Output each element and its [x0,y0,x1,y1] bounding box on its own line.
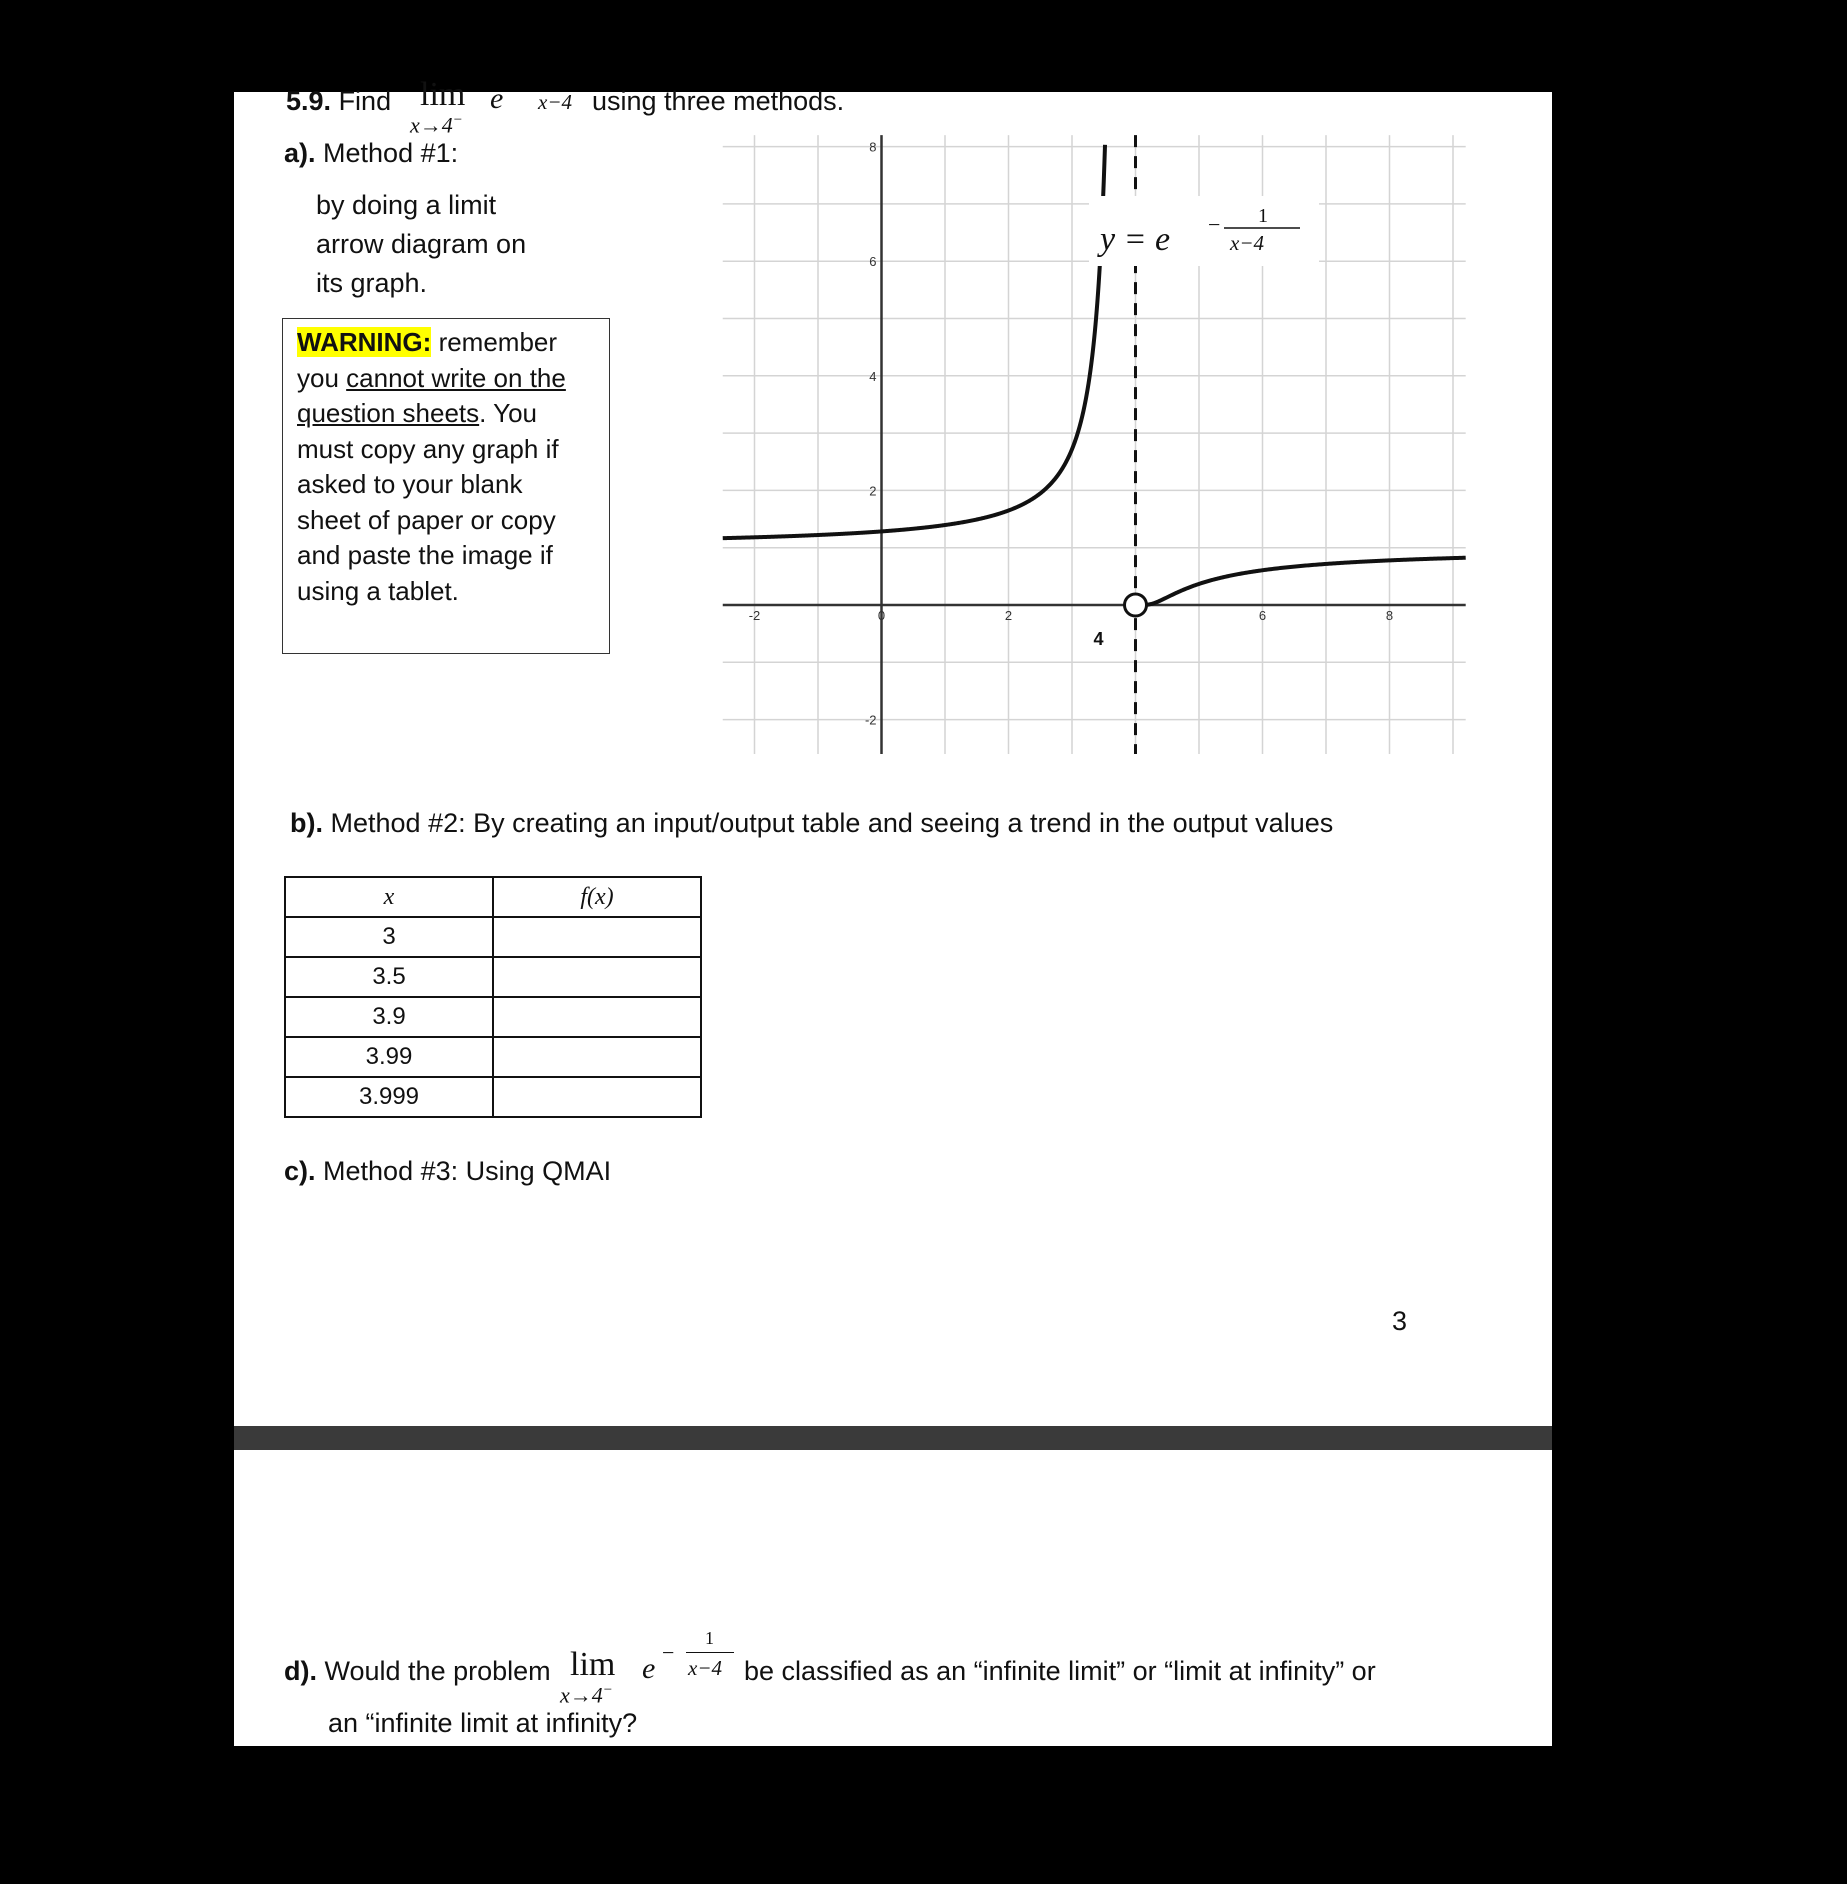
y-tick-label: -2 [864,712,877,728]
part-d-line1-pre: d). Would the problem [284,1656,551,1686]
x-tick-label: 8 [1385,608,1394,623]
warning-label: WARNING: [297,327,432,357]
limit-operator: lim [420,76,466,113]
warning-box: WARNING: remember you cannot write on the question sheets. You must copy any graph if asked to your blank sheet of paper or copy and paste the image if using a tablet. [282,318,610,654]
y-tick-label: 2 [869,483,877,499]
part-d-limit-operator: lim [570,1646,616,1683]
table-row [285,1077,701,1117]
using-three-methods: using three methods. [592,86,845,116]
part-d-base: e [642,1652,656,1685]
equation-exp-sign: − [1208,212,1221,237]
part-b-heading: b). Method #2: By creating an input/output table and seeing a trend in the output values [290,808,1334,838]
equation-lhs: y = e [1100,221,1171,258]
part-a-heading: a). Method #1: [284,138,459,168]
limit-exponent-denominator: x−4 [538,90,572,114]
equation-exp-den: x−4 [1230,231,1264,255]
x-value: 3.9 [285,997,493,1037]
desc-line: arrow diagram on [316,229,527,259]
x-tick-label: 2 [1004,608,1013,623]
input-output-table [284,876,702,1118]
problem-number: 5.9. [286,86,332,116]
equation-exp-num: 1 [1258,205,1268,227]
table-header-row [285,877,701,917]
y-tick-label: 6 [869,254,877,270]
y-tick-label: 8 [869,139,877,155]
curve-right-branch [1137,558,1466,605]
x-value: 3.999 [285,1077,493,1117]
warning-line: sheet of paper or copy [297,504,556,535]
document-page-next [234,1450,1552,1746]
header-x: x [285,877,493,917]
fx-blank-cell[interactable] [493,957,701,997]
table-row [285,1037,701,1077]
open-circle-point [1125,594,1147,616]
fx-blank-cell[interactable] [493,917,701,957]
desc-line: its graph. [316,268,428,298]
x-tick-label: 6 [1258,608,1267,623]
desc-line: by doing a limit [316,190,497,220]
x-value: 3.5 [285,957,493,997]
document-page [234,76,1552,1426]
x-tick-label: -2 [748,608,761,623]
fx-blank-cell[interactable] [493,1037,701,1077]
warning-line: and paste the image if [297,540,553,570]
part-d-line2: an “infinite limit at infinity? [328,1708,638,1738]
function-graph [634,132,1694,822]
fx-blank-cell[interactable] [493,997,701,1037]
x-tick-label: 0 [877,608,886,623]
warning-line: using a tablet. [297,575,459,606]
part-d-exp-num: 1 [705,1628,714,1648]
page-separator [234,1426,1552,1450]
limit-subscript: x→4− [410,112,463,138]
problem-header [286,86,391,117]
limit-base: e [490,82,504,115]
part-d-fraction-bar [686,1652,734,1653]
page-number: 3 [1392,1306,1408,1336]
asymptote-label: 4 [1093,629,1104,649]
warning-line: asked to your blank [297,469,523,499]
part-d-line1-post: be classified as an “infinite limit” or “limit at infinity” or [744,1656,1376,1686]
table-row [285,917,701,957]
table-row [285,997,701,1037]
part-c-heading: c). Method #3: Using QMAI [284,1156,612,1186]
warning-line: must copy any graph if [297,433,559,464]
part-d-limit-subscript: x→4− [560,1682,613,1708]
fx-blank-cell[interactable] [493,1077,701,1117]
x-value: 3 [285,917,493,957]
find-word: Find [338,86,392,116]
header-fx: f(x) [493,877,701,917]
part-d-exp-sign: − [662,1640,675,1665]
part-a-description [316,186,526,303]
x-value: 3.99 [285,1037,493,1077]
table-row [285,957,701,997]
y-tick-label: 4 [869,368,877,384]
part-d-exp-den: x−4 [688,1656,722,1680]
